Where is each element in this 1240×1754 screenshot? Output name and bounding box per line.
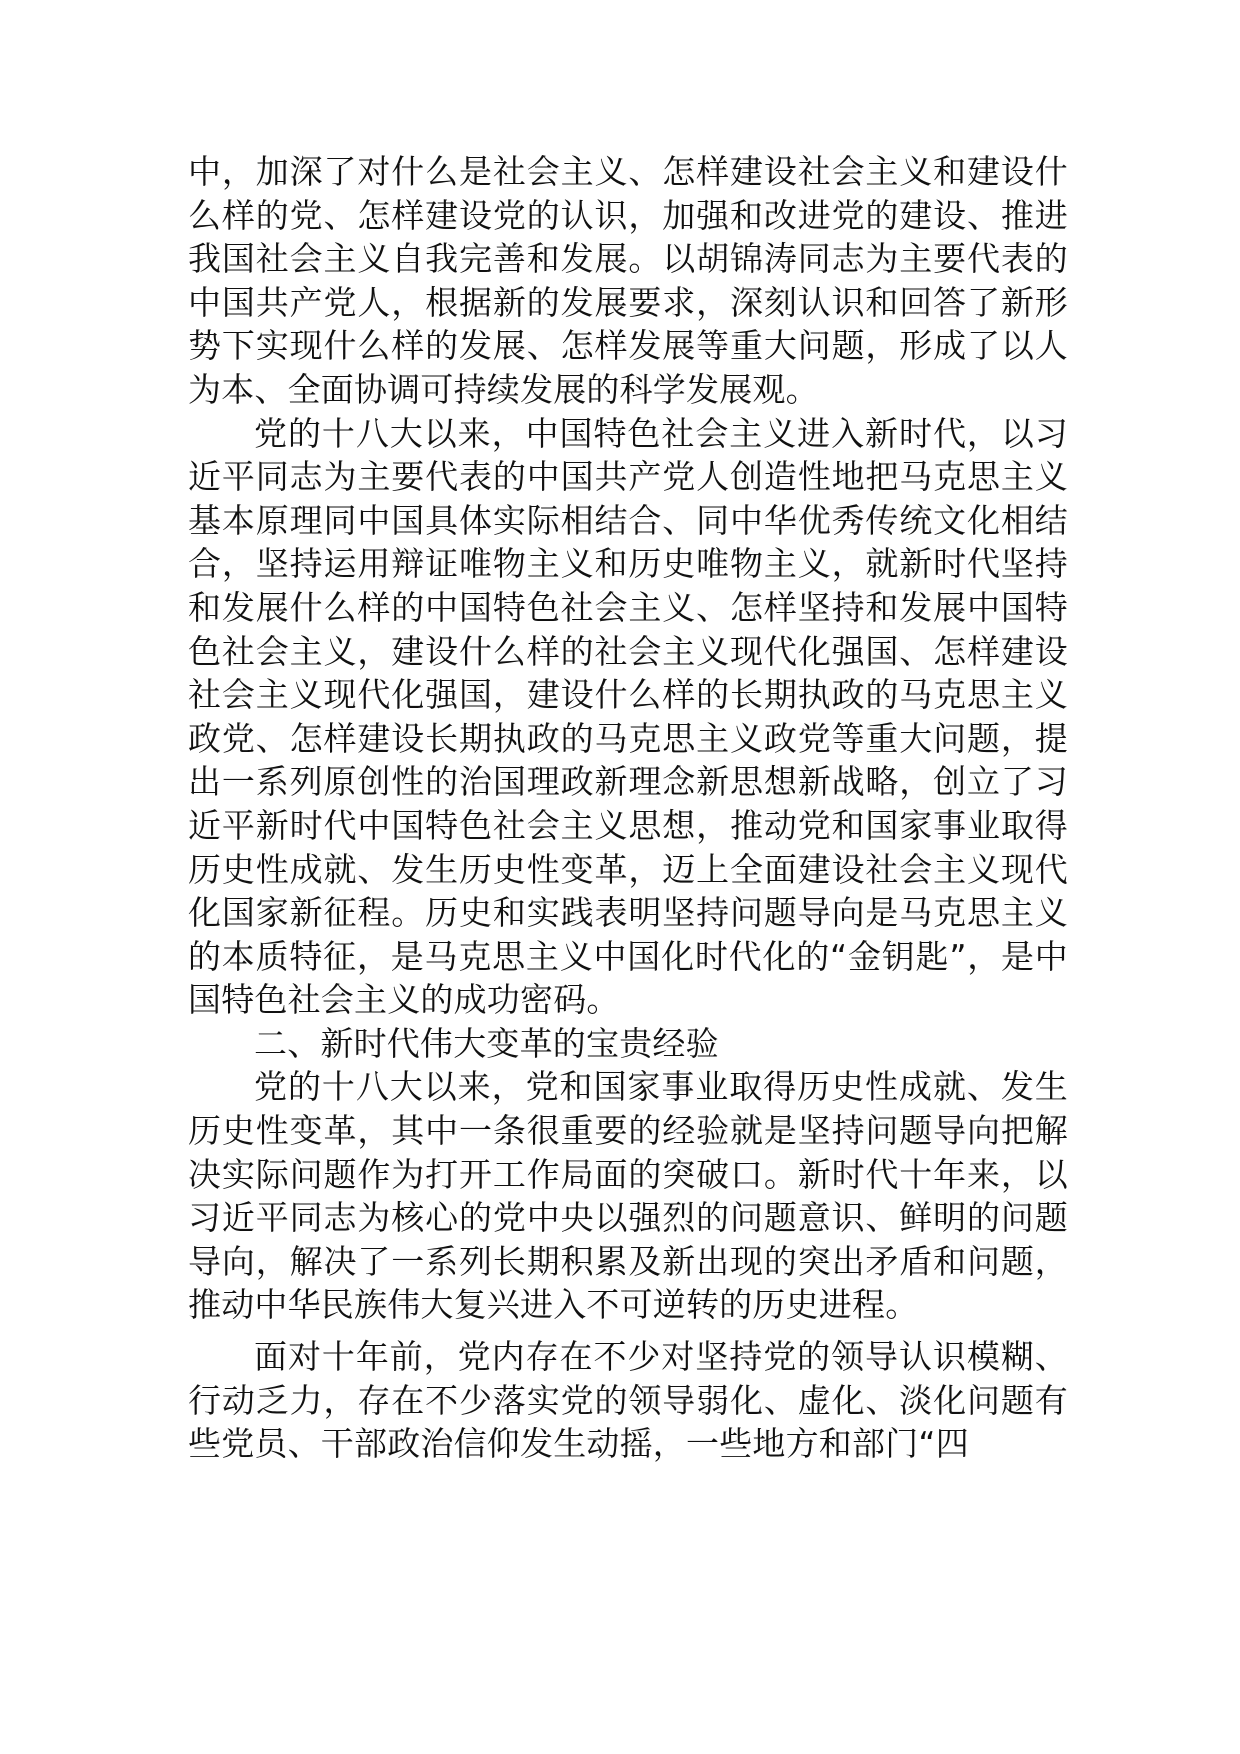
- paragraph-ten-years-ago: 面对十年前，党内存在不少对坚持党的领导认识模糊、行动乏力，存在不少落实党的领导弱化、虚化、淡化问题有些党员、干部政治信仰发生动摇，一些地方和部门“四: [188, 1337, 1068, 1464]
- section-heading: 二、新时代伟大变革的宝贵经验: [254, 1023, 719, 1063]
- paragraph-experience: 党的十八大以来，党和国家事业取得历史性成就、发生历史性变革，其中一条很重要的经验就是坚持问题导向把解决实际问题作为打开工作局面的突破口。新时代十年来，以习近平同志为核心的党中央以强烈的问题意识、鲜明的问题导向，解决了一系列长期积累及新出现的突出矛盾和问题，推动中华民族伟大复兴进入不可逆转的历史进程。: [188, 1067, 1068, 1325]
- paragraph-continuation: 中，加深了对什么是社会主义、怎样建设社会主义和建设什么样的党、怎样建设党的认识，加强和改进党的建设、推进我国社会主义自我完善和发展。以胡锦涛同志为主要代表的中国共产党人，根据新的发展要求，深刻认识和回答了新形势下实现什么样的发展、怎样发展等重大问题，形成了以人为本、全面协调可持续发展的科学发展观。: [188, 152, 1068, 409]
- paragraph-new-era: 党的十八大以来，中国特色社会主义进入新时代，以习近平同志为主要代表的中国共产党人创造性地把马克思主义基本原理同中国具体实际相结合、同中华优秀传统文化相结合，坚持运用辩证唯物主义和历史唯物主义，就新时代坚持和发展什么样的中国特色社会主义、怎样坚持和发展中国特色社会主义，建设什么样的社会主义现代化强国、怎样建设社会主义现代化强国，建设什么样的长期执政的马克思主义政党、怎样建设长期执政的马克思主义政党等重大问题，提出一系列原创性的治国理政新理念新思想新战略，创立了习近平新时代中国特色社会主义思想，推动党和国家事业取得历史性成就、发生历史性变革，迈上全面建设社会主义现代化国家新征程。历史和实践表明坚持问题导向是马克思主义的本质特征，是马克思主义中国化时代化的“金钥匙”，是中国特色社会主义的成功密码。: [188, 413, 1068, 1020]
- document-body: [188, 150, 1068, 1466]
